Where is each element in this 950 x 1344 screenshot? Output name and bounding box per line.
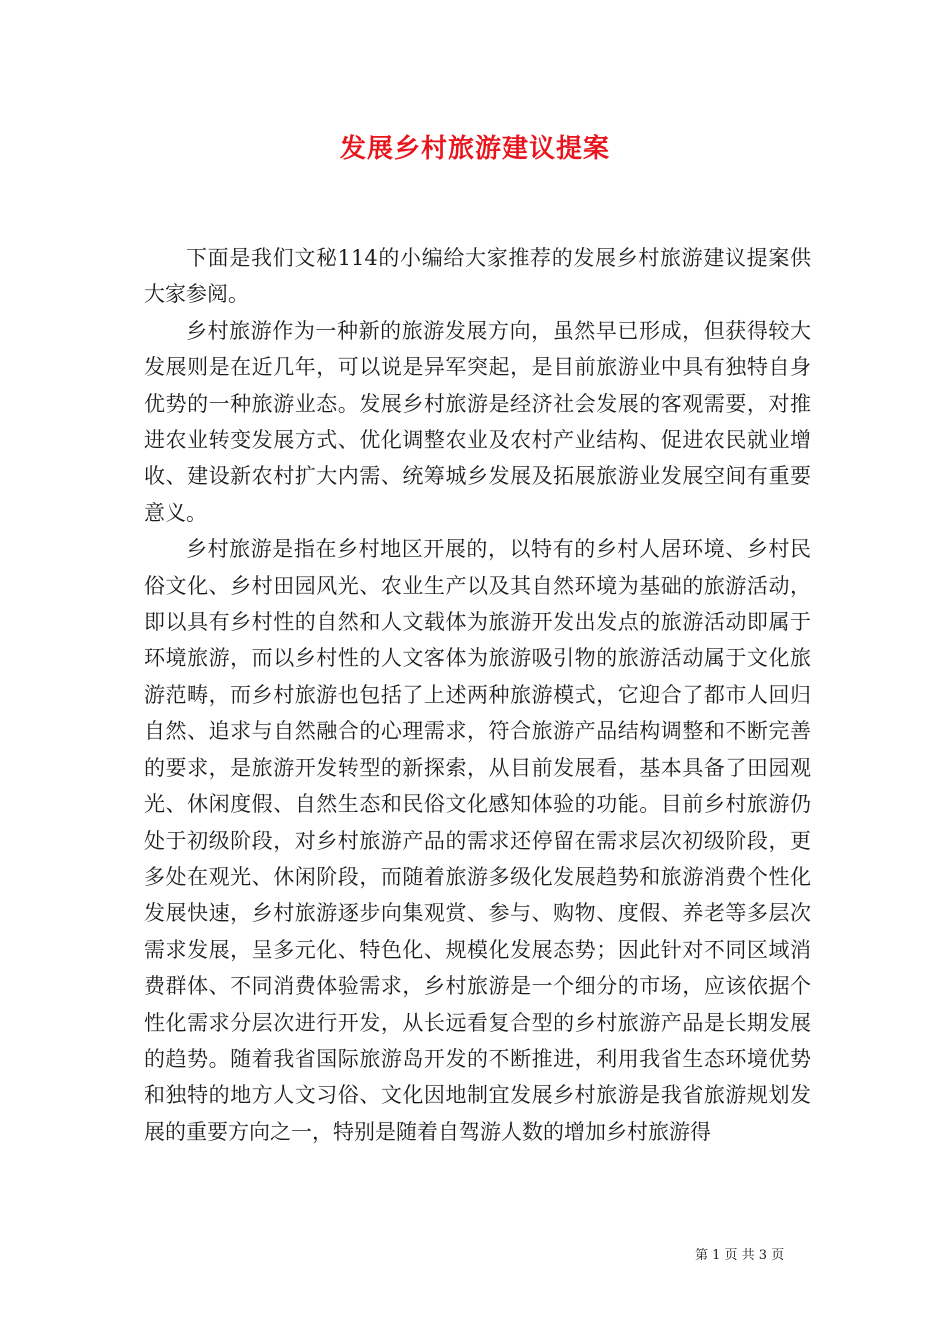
page-number-footer: 第 1 页 共 3 页 (695, 1248, 785, 1263)
paragraph-intro: 下面是我们文秘114的小编给大家推荐的发展乡村旅游建议提案供大家参阅。 (144, 246, 811, 307)
paragraph-overview: 乡村旅游作为一种新的旅游发展方向，虽然早已形成，但获得较大发展则是在近几年，可以说是异军突起，是目前旅游业中具有独特自身优势的一种旅游业态。发展乡村旅游是经济社会发展的客观需要，对推进农业转变发展方式、优化调整农业及农村产业结构、促进农民就业增收、建设新农村扩大内需、统筹城乡发展及拓展旅游业发展空间有重要意义。 (144, 318, 811, 525)
document-body (144, 240, 811, 1150)
document-title: 发展乡村旅游建议提案 (339, 134, 610, 164)
paragraph-definition: 乡村旅游是指在乡村地区开展的，以特有的乡村人居环境、乡村民俗文化、乡村田园风光、农业生产以及其自然环境为基础的旅游活动，即以具有乡村性的自然和人文载体为旅游开发出发点的旅游活动即属于环境旅游，而以乡村性的人文客体为旅游吸引物的旅游活动属于文化旅游范畴，而乡村旅游也包括了上述两种旅游模式，它迎合了都市人回归自然、追求与自然融合的心理需求，符合旅游产品结构调整和不断完善的要求，是旅游开发转型的新探索，从目前发展看，基本具备了田园观光、休闲度假、自然生态和民俗文化感知体验的功能。目前乡村旅游仍处于初级阶段，对乡村旅游产品的需求还停留在需求层次初级阶段，更多处在观光、休闲阶段，而随着旅游多级化发展趋势和旅游消费个性化发展快速，乡村旅游逐步向集观赏、参与、购物、度假、养老等多层次需求发展，呈多元化、特色化、规模化发展态势；因此针对不同区域消费群体、不同消费体验需求，乡村旅游是一个细分的市场，应该依据个性化需求分层次进行开发，从长远看复合型的乡村旅游产品是长期发展的趋势。随着我省国际旅游岛开发的不断推进，利用我省生态环境优势和独特的地方人文习俗、文化因地制宜发展乡村旅游是我省旅游规划发展的重要方向之一，特别是随着自驾游人数的增加乡村旅游得 (144, 537, 811, 1144)
